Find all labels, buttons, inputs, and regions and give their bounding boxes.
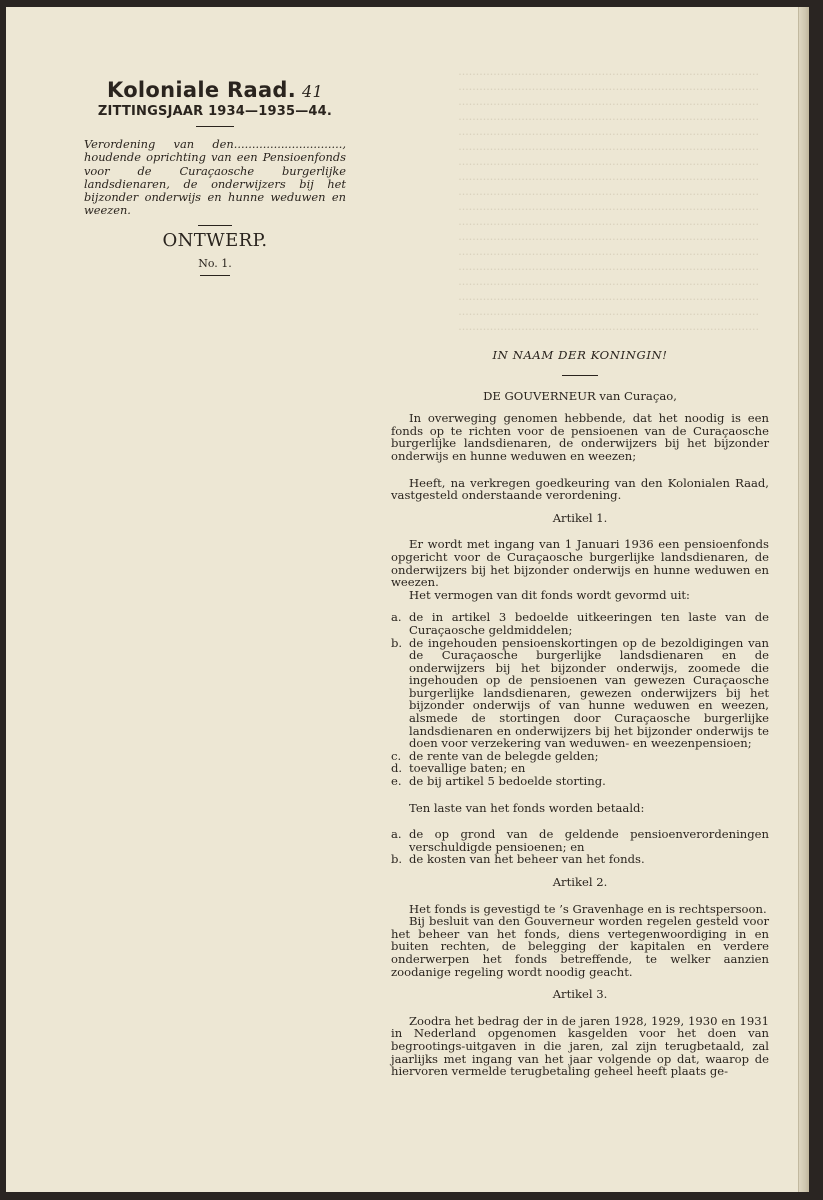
divider [200,275,230,276]
document-page [6,7,809,1192]
article-2-paragraph: Bij besluit van den Gouverneur worden regelen gesteld voor het beheer van het fonds, diens vertegenwoordiging in en buiten rechten, de belegging der kapitalen en verdere onderwerpen het fonds betreffende, te welker aanzien zoodanige regeling wordt noodig geacht. [391,914,769,979]
list-item: d. toevallige baten; en [391,761,526,776]
preamble: In overweging genomen hebbende, dat het noodig is een fonds op te richten voor de pensioenen van de Curaçaosche burgerlijke landsdienaren, de onderwijzers bij het bijzonder onderwijs en hunne weduwen en weezen; [391,411,769,463]
article-2-title: Artikel 2. [552,875,608,889]
article-1-paragraph: Ten laste van het fonds worden betaald: [409,800,645,815]
list-item: a. de op grond van de geldende pensioenverordeningen verschuldigde pensioenen; en [391,827,769,854]
authority: DE GOUVERNEUR van Curaçao, [483,388,677,403]
draft-label: ONTWERP. [162,229,268,251]
article-3-title: Artikel 3. [552,987,608,1002]
list-item: b. de ingehouden pensioenskortingen op de bezoldigingen van de Curaçaosche burgerlijke landsdienaren en de onderwijzers bij het bijzonder onderwijs, zoomede die ingehouden op de pensioenen van gewezen Curaçaosche burgerlijke landsdienaren, gewezen onderwijzers bij het bijzonder onderwijs of van hunne weduwen en weezen, alsmede de stortingen door Curaçaosche burgerlijke landsdienaren en onderwijzers bij het bijzonder onderwijs te doen voor verzekering van weduwen- en weezenpensioen; [391,635,769,751]
article-1-paragraph: Het vermogen van dit fonds wordt gevormd uit: [409,587,690,602]
enactment: Heeft, na verkregen goedkeuring van den Kolonialen Raad, vastgesteld onderstaande verordening. [391,475,769,503]
ordinance-description: Verordening van den.............................., houdende oprichting van een Pensioenfonds voor de Curaçaosche burgerlijke landsdienaren, de onderwijzers bij het bijzonder onderwijs en hunne weduwen en weezen. [84,137,346,218]
divider [196,126,234,127]
left-column [84,79,346,276]
handwritten-note: 41 [302,82,324,101]
heading: IN NAAM DER KONINGIN! [492,348,668,362]
divider [198,225,232,226]
article-1-title: Artikel 1. [552,510,608,525]
bleed-through-text: ...................................................................................... ...................................................................................... ...................................................................................... ...................................................................................... ...................................................................................... ...................................................................................... ...................................................................................... ...................................................................................... ...................................................................................... ...................................................................................... ...................................................................................... ...................................................................................... ...................................................................................... ...................................................................................... ...................................................................................... ...................................................................................... ...................................................................................... ...................................................................................... [458,65,759,333]
article-3-paragraph: Zoodra het bedrag der in de jaren 1928, 1929, 1930 en 1931 in Nederland opgenomen kasgelden voor het doen van begrootings-uitgaven in die jaren, zal zijn terugbetaald, zal jaarlijks met ingang van het jaar volgende op dat, waarop de hiervoren vermelde terugbetaling geheel heeft plaats ge- [391,1013,769,1079]
page-edge [798,7,809,1192]
article-1-list [391,611,769,787]
main-text [391,349,769,1078]
council-title: Koloniale Raad. 41 [106,78,324,102]
list-item: a. de in artikel 3 bedoelde uitkeeringen ten laste van de Curaçaosche geldmiddelen; [391,610,769,637]
article-1-list [391,828,769,866]
list-item: e. de bij artikel 5 bedoelde storting. [391,774,606,789]
list-item: b. de kosten van het beheer van het fonds. [391,852,645,867]
session-year: ZITTINGSJAAR 1934—1935—44. [97,104,333,119]
article-1-paragraph: Er wordt met ingang van 1 Januari 1936 een pensioenfonds opgericht voor de Curaçaosche burgerlijke landsdienaren, de onderwijzers bij het bijzonder onderwijs en hunne weduwen en weezen. [391,537,769,590]
list-item: c. de rente van de belegde gelden; [391,748,599,763]
article-2-paragraph: Het fonds is gevestigd te ’s Gravenhage en is rechtspersoon. [409,901,767,916]
draft-number: No. 1. [198,256,232,270]
